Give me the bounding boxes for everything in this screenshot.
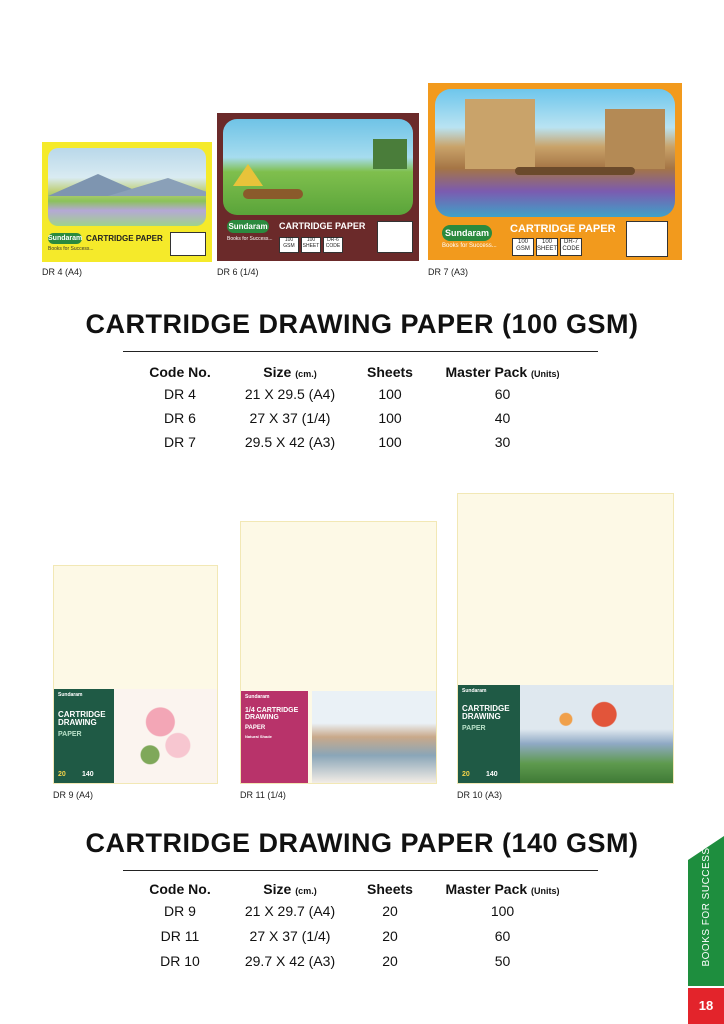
divider: [123, 870, 598, 871]
product-caption: DR 4 (A4): [42, 267, 83, 277]
header-pack: Master Pack (Units): [445, 881, 560, 897]
product-tagline: Books for Success...: [48, 246, 94, 252]
barcode-box: [626, 221, 668, 257]
flower-illustration: [114, 689, 217, 783]
product-caption: DR 6 (1/4): [217, 267, 259, 277]
balloon-illustration: [520, 685, 673, 783]
sheet-badge: 100 SHEET: [301, 237, 321, 253]
cliff-shape: [465, 99, 535, 169]
gsm-badge: 100 GSM: [512, 238, 534, 256]
brand-logo: Sundaram: [442, 225, 492, 241]
header-size: Size (cm.): [263, 881, 317, 897]
header-code: Code No.: [149, 364, 211, 380]
product-caption: DR 9 (A4): [53, 790, 94, 800]
label-band: Sundaram 1/4 CARTRIDGE DRAWING PAPER Natural Shade: [241, 691, 308, 783]
gsm-badge: 100 GSM: [279, 237, 299, 253]
section-heading-140gsm: CARTRIDGE DRAWING PAPER (140 GSM): [85, 828, 639, 858]
header-sheets: Sheets: [367, 364, 413, 380]
table-header: [130, 881, 580, 901]
header-pack: Master Pack (Units): [445, 364, 560, 380]
header-sheets: Sheets: [367, 881, 413, 897]
landscape-illustration: [48, 148, 206, 226]
brand-logo: Sundaram: [228, 222, 268, 231]
header-code: Code No.: [149, 881, 211, 897]
product-image-dr9: [53, 565, 218, 784]
table-row: DR 4 21 X 29.5 (A4) 100 60: [164, 386, 511, 402]
table-row: DR 10 29.7 X 42 (A3) 20 50: [160, 953, 511, 969]
log-shape: [243, 189, 303, 199]
product-title: CARTRIDGE PAPER: [86, 234, 163, 243]
product-image-dr4: [42, 142, 212, 262]
product-tagline: Books for Success...: [442, 243, 497, 249]
code-badge: DR-7 CODE: [560, 238, 582, 256]
log-bridge-shape: [515, 167, 635, 175]
page-number: 18: [688, 988, 724, 1024]
camping-illustration: [223, 119, 413, 215]
product-title: CARTRIDGE PAPER: [510, 223, 616, 235]
brand-logo: Sundaram: [48, 235, 83, 242]
cabin-shape: [373, 139, 407, 169]
product-image-dr6: [217, 113, 419, 261]
divider: [123, 351, 598, 352]
product-image-dr10: [457, 493, 674, 784]
code-badge: DR-6 CODE: [323, 237, 343, 253]
cliff-shape: [605, 109, 665, 169]
table-row: DR 9 21 X 29.7 (A4) 20 100: [164, 903, 515, 919]
village-illustration: [312, 691, 436, 783]
table-row: DR 7 29.5 X 42 (A3) 100 30: [164, 434, 511, 450]
product-caption: DR 7 (A3): [428, 267, 469, 277]
label-band: Sundaram CARTRIDGE DRAWING PAPER 20 140: [458, 685, 520, 783]
sheet-badge: 100 SHEET: [536, 238, 558, 256]
product-caption: DR 11 (1/4): [240, 790, 286, 800]
barcode-box: [170, 232, 206, 256]
product-caption: DR 10 (A3): [457, 790, 503, 800]
tent-shape: [233, 164, 263, 186]
product-image-dr11: [240, 521, 437, 784]
side-tab-text: BOOKS FOR SUCCESS: [701, 847, 712, 967]
product-tagline: Books for Success...: [227, 236, 273, 242]
table-row: DR 11 27 X 37 (1/4) 20 60: [160, 928, 511, 944]
table-header: [130, 364, 580, 384]
section-heading-100gsm: CARTRIDGE DRAWING PAPER (100 GSM): [85, 309, 639, 339]
canyon-illustration: [435, 89, 675, 217]
header-size: Size (cm.): [263, 364, 317, 380]
product-title: CARTRIDGE PAPER: [279, 221, 366, 231]
barcode-box: [377, 221, 413, 253]
table-row: DR 6 27 X 37 (1/4) 100 40: [164, 410, 511, 426]
product-image-dr7: [428, 83, 682, 260]
label-band: Sundaram CARTRIDGE DRAWING PAPER 20 140: [54, 689, 114, 783]
